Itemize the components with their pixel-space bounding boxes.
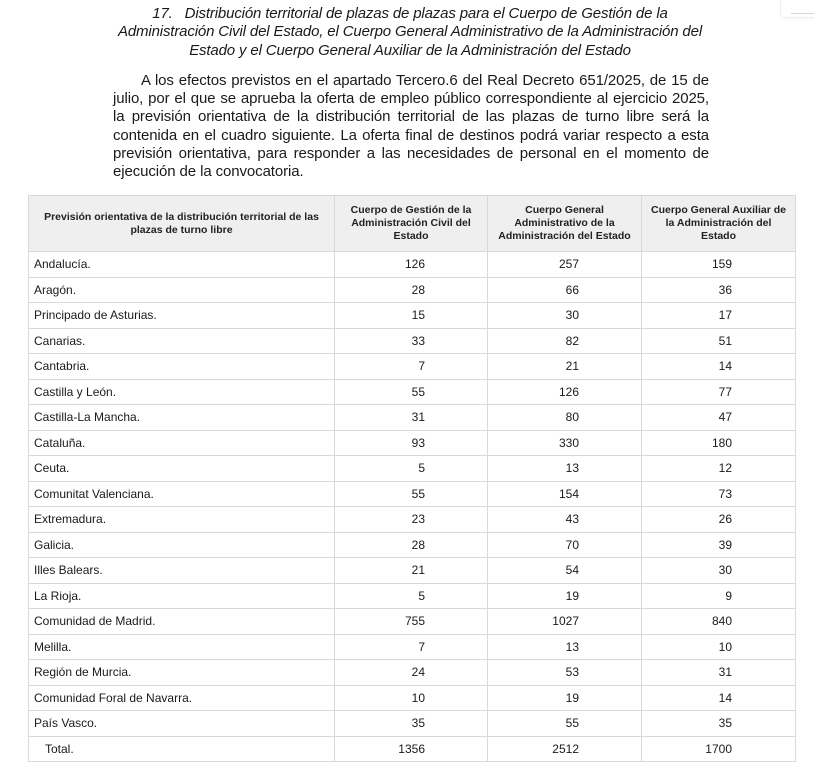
table-row (29, 379, 796, 405)
auxiliar-cell: 26 (642, 507, 796, 533)
region-cell: Melilla. (29, 634, 335, 660)
section-number: 17. (152, 5, 173, 22)
administrativo-cell: 54 (488, 558, 642, 584)
auxiliar-cell: 36 (642, 277, 796, 303)
gestion-cell: 7 (335, 354, 488, 380)
region-cell: Aragón. (29, 277, 335, 303)
gestion-cell: 15 (335, 303, 488, 329)
region-cell: Castilla-La Mancha. (29, 405, 335, 431)
administrativo-cell: 2512 (488, 736, 642, 762)
gestion-cell: 31 (335, 405, 488, 431)
table-row (29, 252, 796, 278)
header-region: Previsión orientativa de la distribución territorial de las plazas de turno libre (29, 196, 335, 252)
section-title: Distribución territorial de plazas de plazas para el Cuerpo de Gestión de la Administración Civil del Estado, el Cuerpo General Administrativo de la Administración del Estado y el Cuerpo General Auxiliar de la Administración del Estado (118, 5, 702, 59)
region-cell: Principado de Asturias. (29, 303, 335, 329)
gestion-cell: 93 (335, 430, 488, 456)
intro-paragraph: A los efectos previstos en el apartado Tercero.6 del Real Decreto 651/2025, de 15 de julio, por el que se aprueba la oferta de empleo público correspondiente al ejercicio 2025, la previsión orientativa de la distribución territorial de las plazas de turno libre será la contenida en el cuadro siguiente. La oferta final de destinos podrá variar respecto a esta previsión orientativa, para responder a las necesidades de personal en el momento de ejecución de la convocatoria. (113, 72, 709, 181)
administrativo-cell: 30 (488, 303, 642, 329)
gestion-cell: 33 (335, 328, 488, 354)
gestion-cell: 28 (335, 277, 488, 303)
administrativo-cell: 21 (488, 354, 642, 380)
header-auxiliar: Cuerpo General Auxiliar de la Administración del Estado (642, 196, 796, 252)
auxiliar-cell: 30 (642, 558, 796, 584)
table-row (29, 583, 796, 609)
administrativo-cell: 154 (488, 481, 642, 507)
distribution-table-container (28, 195, 795, 762)
region-cell: Comunidad Foral de Navarra. (29, 685, 335, 711)
auxiliar-cell: 35 (642, 711, 796, 737)
region-cell: Andalucía. (29, 252, 335, 278)
table-body (29, 252, 796, 762)
administrativo-cell: 1027 (488, 609, 642, 635)
administrativo-cell: 330 (488, 430, 642, 456)
region-cell: Illes Balears. (29, 558, 335, 584)
table-header-row (29, 196, 796, 252)
auxiliar-cell: 47 (642, 405, 796, 431)
auxiliar-cell: 73 (642, 481, 796, 507)
table-row (29, 430, 796, 456)
administrativo-cell: 82 (488, 328, 642, 354)
auxiliar-cell: 9 (642, 583, 796, 609)
distribution-table (28, 195, 796, 762)
region-cell: Comunidad de Madrid. (29, 609, 335, 635)
auxiliar-cell: 12 (642, 456, 796, 482)
gestion-cell: 55 (335, 481, 488, 507)
region-cell: Galicia. (29, 532, 335, 558)
gestion-cell: 21 (335, 558, 488, 584)
table-row (29, 634, 796, 660)
gestion-cell: 5 (335, 583, 488, 609)
panel-tab-bar (791, 13, 814, 14)
region-cell: La Rioja. (29, 583, 335, 609)
administrativo-cell: 19 (488, 685, 642, 711)
table-row (29, 609, 796, 635)
header-administrativo: Cuerpo General Administrativo de la Administración del Estado (488, 196, 642, 252)
region-cell: Cantabria. (29, 354, 335, 380)
table-row (29, 456, 796, 482)
region-cell: País Vasco. (29, 711, 335, 737)
administrativo-cell: 13 (488, 456, 642, 482)
administrativo-cell: 80 (488, 405, 642, 431)
administrativo-cell: 53 (488, 660, 642, 686)
region-cell: Total. (29, 736, 335, 762)
region-cell: Canarias. (29, 328, 335, 354)
region-cell: Cataluña. (29, 430, 335, 456)
auxiliar-cell: 180 (642, 430, 796, 456)
section-heading (110, 5, 710, 60)
administrativo-cell: 66 (488, 277, 642, 303)
gestion-cell: 28 (335, 532, 488, 558)
administrativo-cell: 126 (488, 379, 642, 405)
gestion-cell: 755 (335, 609, 488, 635)
table-row (29, 507, 796, 533)
auxiliar-cell: 51 (642, 328, 796, 354)
auxiliar-cell: 39 (642, 532, 796, 558)
region-cell: Comunitat Valenciana. (29, 481, 335, 507)
table-row (29, 354, 796, 380)
gestion-cell: 23 (335, 507, 488, 533)
administrativo-cell: 13 (488, 634, 642, 660)
table-row (29, 328, 796, 354)
table-row (29, 558, 796, 584)
table-row (29, 660, 796, 686)
table-total-row (29, 736, 796, 762)
auxiliar-cell: 14 (642, 354, 796, 380)
auxiliar-cell: 14 (642, 685, 796, 711)
administrativo-cell: 19 (488, 583, 642, 609)
table-row (29, 481, 796, 507)
gestion-cell: 5 (335, 456, 488, 482)
administrativo-cell: 70 (488, 532, 642, 558)
auxiliar-cell: 840 (642, 609, 796, 635)
auxiliar-cell: 77 (642, 379, 796, 405)
table-row (29, 303, 796, 329)
administrativo-cell: 55 (488, 711, 642, 737)
auxiliar-cell: 17 (642, 303, 796, 329)
table-row (29, 685, 796, 711)
administrativo-cell: 43 (488, 507, 642, 533)
gestion-cell: 7 (335, 634, 488, 660)
gestion-cell: 24 (335, 660, 488, 686)
table-row (29, 711, 796, 737)
auxiliar-cell: 31 (642, 660, 796, 686)
auxiliar-cell: 159 (642, 252, 796, 278)
region-cell: Castilla y León. (29, 379, 335, 405)
gestion-cell: 10 (335, 685, 488, 711)
header-gestion: Cuerpo de Gestión de la Administración Civil del Estado (335, 196, 488, 252)
region-cell: Extremadura. (29, 507, 335, 533)
auxiliar-cell: 10 (642, 634, 796, 660)
gestion-cell: 1356 (335, 736, 488, 762)
auxiliar-cell: 1700 (642, 736, 796, 762)
gestion-cell: 126 (335, 252, 488, 278)
corner-panel-tab[interactable] (780, 0, 814, 18)
region-cell: Región de Murcia. (29, 660, 335, 686)
gestion-cell: 55 (335, 379, 488, 405)
administrativo-cell: 257 (488, 252, 642, 278)
table-row (29, 532, 796, 558)
region-cell: Ceuta. (29, 456, 335, 482)
table-row (29, 405, 796, 431)
table-row (29, 277, 796, 303)
gestion-cell: 35 (335, 711, 488, 737)
